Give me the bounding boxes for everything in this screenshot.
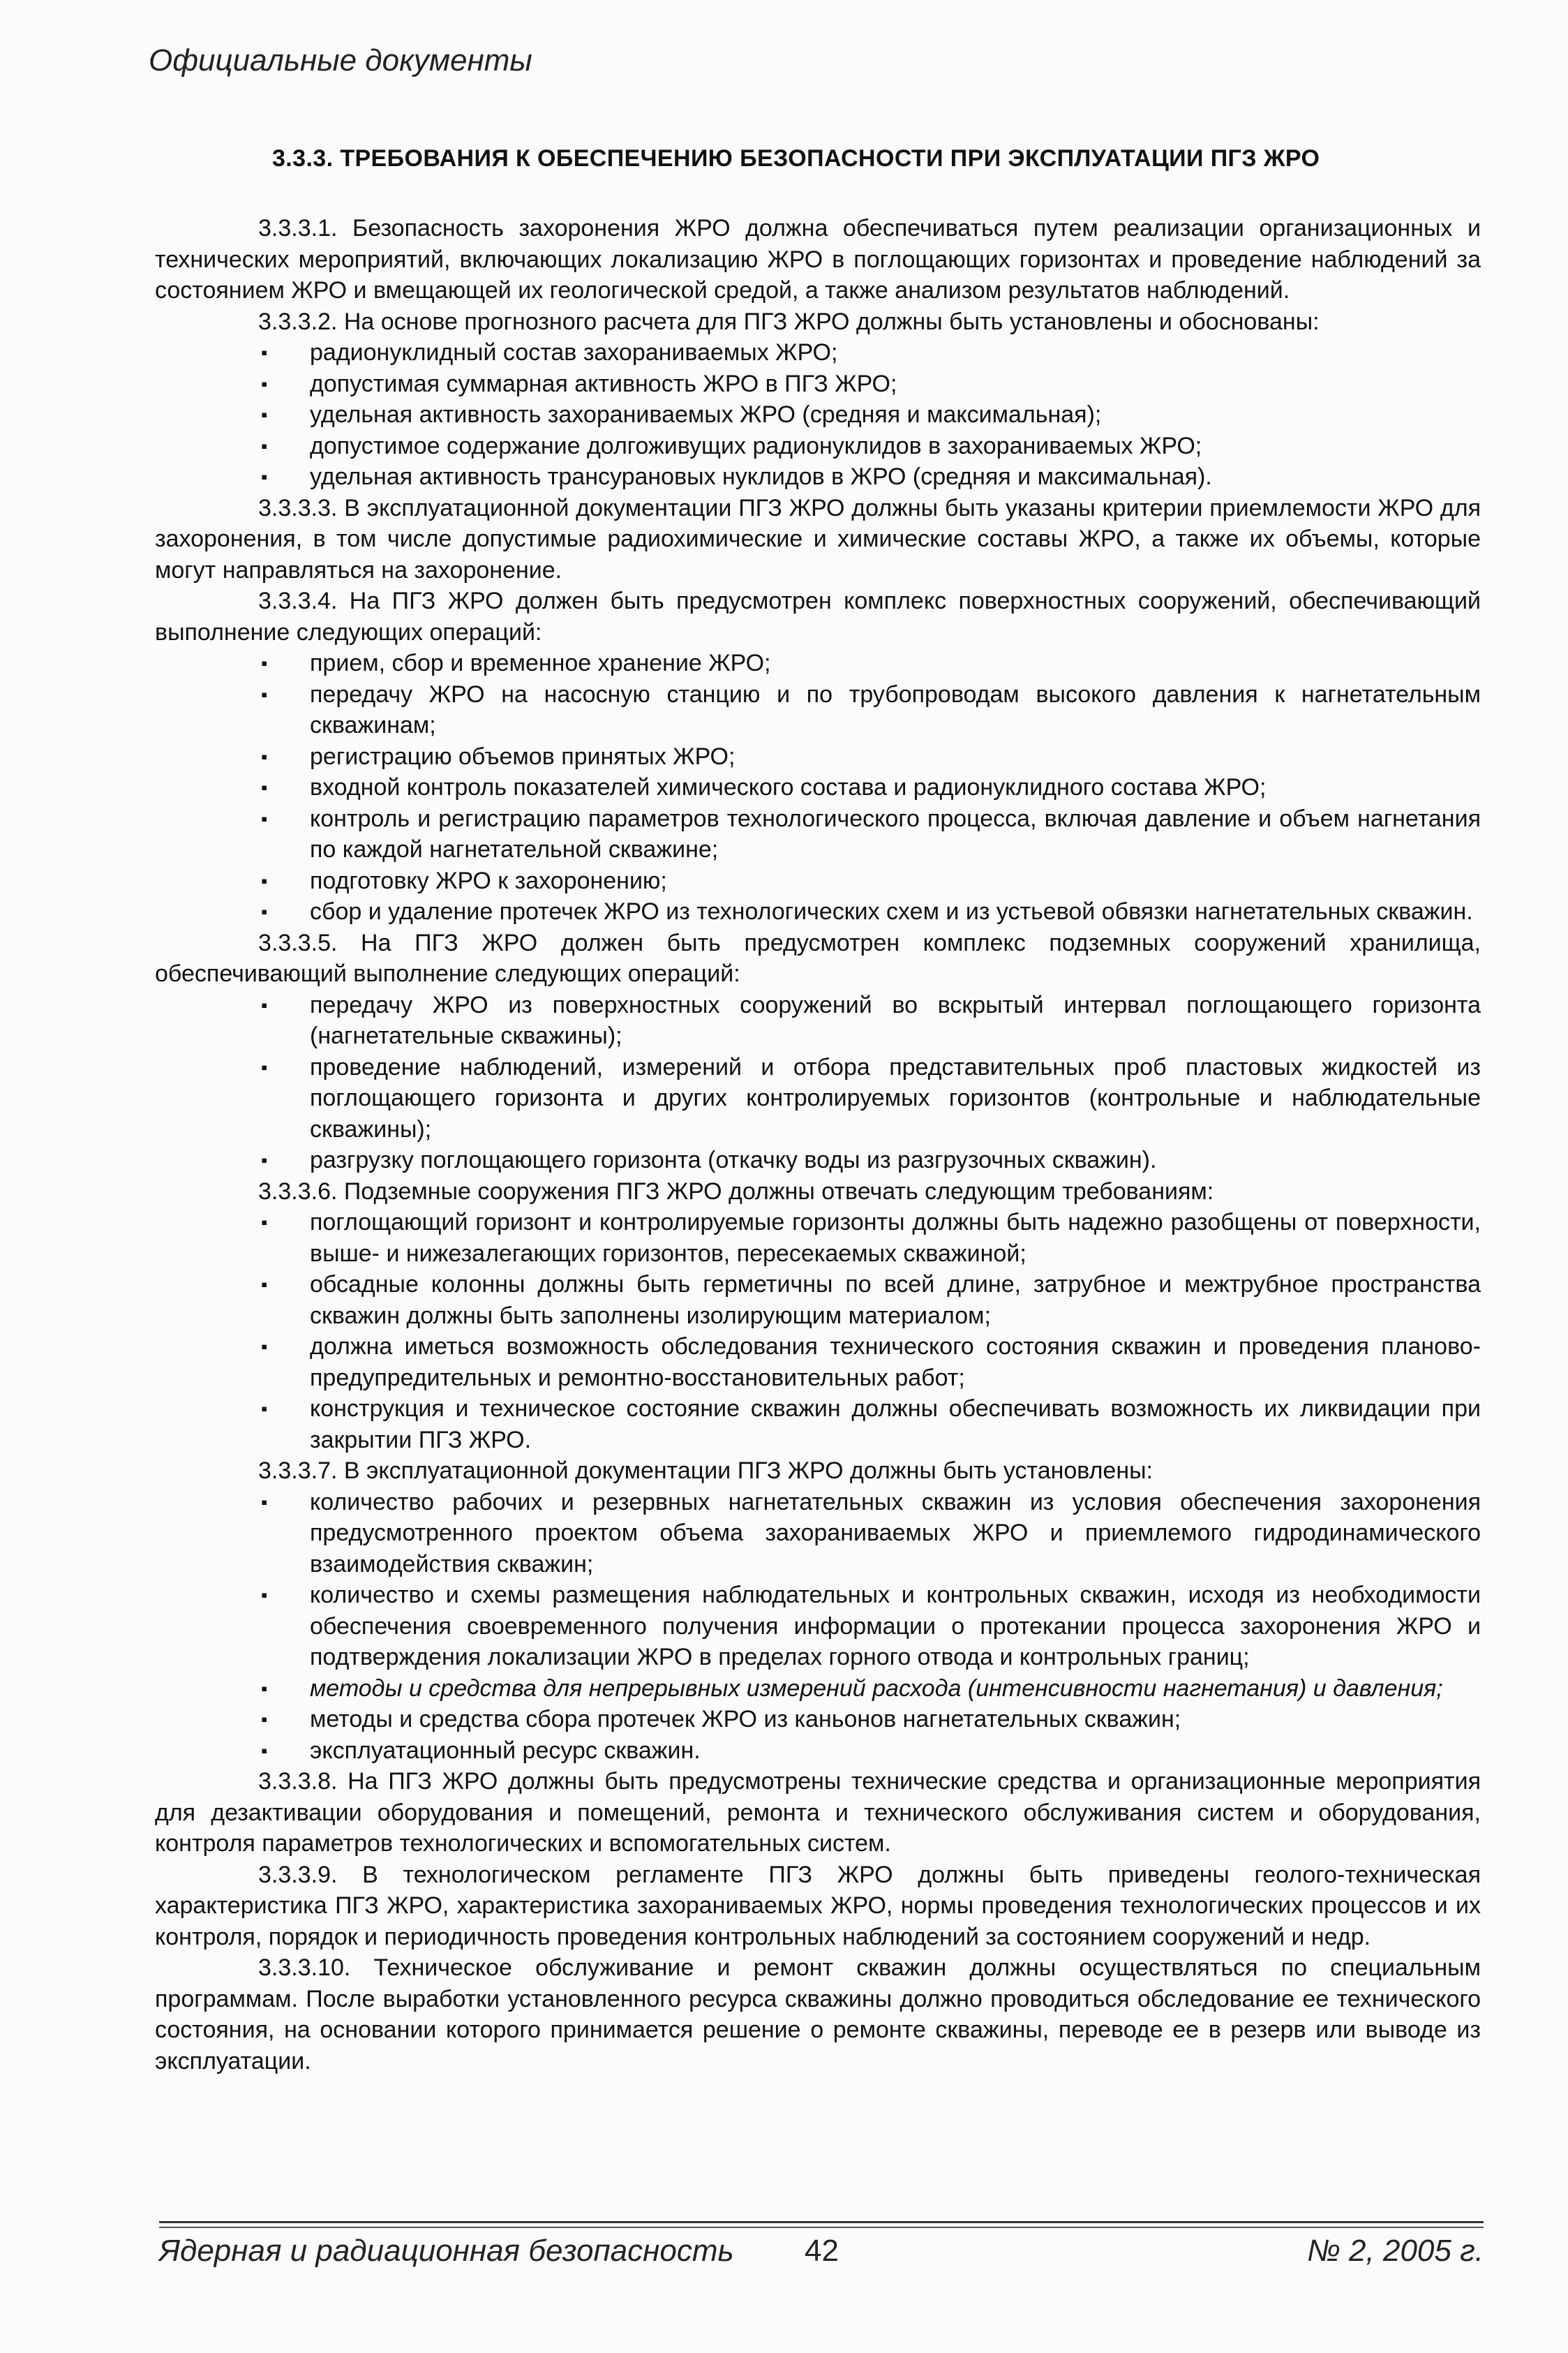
clause-3-3-3-2-list (155, 337, 1481, 493)
clause-3-3-3-3: 3.3.3.3. В эксплуатационной документации ПГЗ ЖРО должны быть указаны критерии приемлемости ЖРО для захоронения, в том числе допустимые радиохимические и химические составы ЖРО, а также их объемы, которые могут направляться на захоронение. (155, 494, 1481, 584)
list-item: ▪ методы и средства сбора протечек ЖРО из каньонов нагнетательных скважин; (155, 1704, 1481, 1735)
list-item: ▪ разгрузку поглощающего горизонта (откачку воды из разгрузочных скважин). (155, 1145, 1481, 1176)
list-item: ▪ удельная активность захораниваемых ЖРО (средняя и максимальная); (155, 399, 1481, 431)
clause-3-3-3-6: 3.3.3.6. Подземные сооружения ПГЗ ЖРО должны отвечать следующим требованиям: (258, 1178, 1214, 1205)
list-item: ▪ передачу ЖРО из поверхностных сооружений во вскрытый интервал поглощающего горизонта (нагнетательные скважины); (155, 990, 1481, 1052)
clause-3-3-3-6-list (155, 1207, 1481, 1455)
list-item: ▪ передачу ЖРО на насосную станцию и по трубопроводам высокого давления к нагнетательным скважинам; (155, 679, 1481, 741)
list-item: ▪ проведение наблюдений, измерений и отбора представительных проб пластовых жидкостей из поглощающего горизонта и других контролируемых горизонтов (контрольные и наблюдательные скважины); (155, 1052, 1481, 1145)
list-item: ▪ сбор и удаление протечек ЖРО из технологических схем и из устьевой обвязки нагнетательных скважин. (155, 896, 1481, 928)
list-item: ▪ обсадные колонны должны быть герметичны по всей длине, затрубное и межтрубное пространства скважин должны быть заполнены изолирующим материалом; (155, 1269, 1481, 1331)
list-item: ▪ конструкция и техническое состояние скважин должны обеспечивать возможность их ликвидации при закрытии ПГЗ ЖРО. (155, 1393, 1481, 1455)
clause-3-3-3-4-list (155, 648, 1481, 928)
list-item: ▪ прием, сбор и временное хранение ЖРО; (155, 648, 1481, 679)
list-item: ▪ допустимая суммарная активность ЖРО в ПГЗ ЖРО; (155, 369, 1481, 400)
issue-number: № 2, 2005 г. (1307, 2234, 1484, 2268)
footer-rule-secondary (159, 2227, 1484, 2228)
list-item: ▪ регистрацию объемов принятых ЖРО; (155, 741, 1481, 773)
clause-3-3-3-5: 3.3.3.5. На ПГЗ ЖРО должен быть предусмотрен комплекс подземных сооружений хранилища, обеспечивающий выполнение следующих операций: (155, 929, 1481, 987)
running-head: Официальные документы (149, 43, 532, 77)
list-item: ▪ удельная активность трансурановых нуклидов в ЖРО (средняя и максимальная). (155, 461, 1481, 493)
clause-3-3-3-2: 3.3.3.2. На основе прогнозного расчета для ПГЗ ЖРО должны быть установлены и обоснованы: (258, 308, 1320, 335)
list-item: ▪ количество и схемы размещения наблюдательных и контрольных скважин, исходя из необходимости обеспечения своевременного получения информации о протекании процесса захоронения ЖРО и подтверждения локализации ЖРО в пределах горного отвода и контрольных границ; (155, 1580, 1481, 1673)
document-body (155, 213, 1481, 2077)
journal-title: Ядерная и радиационная безопасность (159, 2234, 734, 2268)
clause-3-3-3-4: 3.3.3.4. На ПГЗ ЖРО должен быть предусмотрен комплекс поверхностных сооружений, обеспечивающий выполнение следующих операций: (155, 588, 1481, 646)
list-item: ▪ подготовку ЖРО к захоронению; (155, 866, 1481, 897)
clause-3-3-3-5-list (155, 990, 1481, 1176)
list-item: ▪ поглощающий горизонт и контролируемые горизонты должны быть надежно разобщены от поверхности, выше- и нижезалегающих горизонтов, пересекаемых скважиной; (155, 1207, 1481, 1269)
list-item: ▪ должна иметься возможность обследования технического состояния скважин и проведения планово-предупредительных и ремонтно-восстановительных работ; (155, 1331, 1481, 1393)
clause-3-3-3-7-list (155, 1487, 1481, 1767)
list-item: ▪ входной контроль показателей химического состава и радионуклидного состава ЖРО; (155, 772, 1481, 803)
clause-3-3-3-10: 3.3.3.10. Техническое обслуживание и ремонт скважин должны осуществляться по специальным программам. После выработки установленного ресурса скважины должно проводиться обследование ее технического состояния, на основании которого принимается решение о ремонте скважины, переводе ее в резерв или выводе из эксплуатации. (155, 1954, 1481, 2074)
clause-3-3-3-7: 3.3.3.7. В эксплуатационной документации ПГЗ ЖРО должны быть установлены: (258, 1457, 1153, 1484)
list-item: ▪ радионуклидный состав захораниваемых ЖРО; (155, 337, 1481, 369)
clause-3-3-3-8: 3.3.3.8. На ПГЗ ЖРО должны быть предусмотрены технические средства и организационные мероприятия для дезактивации оборудования и помещений, ремонта и технического обслуживания систем и оборудования, контроля параметров технологических и вспомогательных систем. (155, 1768, 1481, 1857)
list-item: ▪ методы и средства для непрерывных измерений расхода (интенсивности нагнетания) и давления; (155, 1673, 1481, 1705)
page-number: 42 (805, 2234, 839, 2268)
list-item: ▪ допустимое содержание долгоживущих радионуклидов в захораниваемых ЖРО; (155, 431, 1481, 462)
footer-rule (159, 2221, 1484, 2223)
clause-3-3-3-9: 3.3.3.9. В технологическом регламенте ПГЗ ЖРО должны быть приведены геолого-техническая характеристика ПГЗ ЖРО, характеристика захораниваемых ЖРО, нормы проведения технологических процессов и их контроля, порядок и периодичность проведения контрольных наблюдений за состоянием сооружений и недр. (155, 1861, 1481, 1950)
clause-3-3-3-1: 3.3.3.1. Безопасность захоронения ЖРО должна обеспечиваться путем реализации организационных и технических мероприятий, включающих локализацию ЖРО в поглощающих горизонтах и проведение наблюдений за состоянием ЖРО и вмещающей их геологической средой, а также анализом результатов наблюдений. (155, 215, 1481, 304)
list-item: ▪ контроль и регистрацию параметров технологического процесса, включая давление и объем нагнетания по каждой нагнетательной скважине; (155, 803, 1481, 866)
page-footer (159, 2234, 1484, 2276)
list-item: ▪ эксплуатационный ресурс скважин. (155, 1735, 1481, 1767)
list-item: ▪ количество рабочих и резервных нагнетательных скважин из условия обеспечения захоронения предусмотренного проектом объема захораниваемых ЖРО и приемлемого гидродинамического взаимодействия скважин; (155, 1487, 1481, 1580)
section-title: 3.3.3. ТРЕБОВАНИЯ К ОБЕСПЕЧЕНИЮ БЕЗОПАСНОСТИ ПРИ ЭКСПЛУАТАЦИИ ПГЗ ЖРО (272, 145, 1320, 172)
